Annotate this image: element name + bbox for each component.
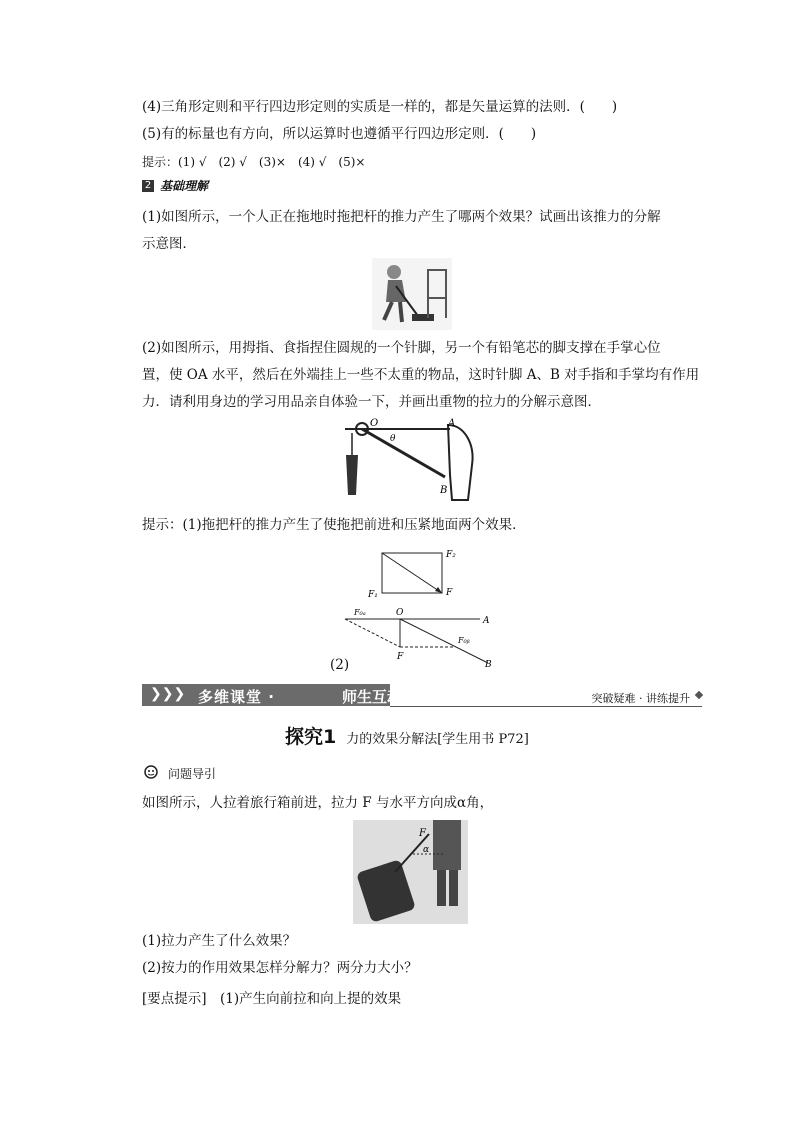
suitcase-photo <box>353 820 468 924</box>
sun-icon <box>142 763 160 781</box>
key-hint: [要点提示] (1)产生向前拉和向上提的效果 <box>142 991 402 1007</box>
compass-label-o: O <box>370 418 379 429</box>
label-fob: F₀ᵦ <box>458 636 470 645</box>
diamond-icon <box>695 691 703 699</box>
compass-label-b: B <box>440 485 448 496</box>
guide-question-1: (1)拉力产生了什么效果？ <box>142 933 297 949</box>
question-1-line-2: 示意图． <box>142 236 196 252</box>
statement-5: (5)有的标量也有方向，所以运算时也遵循平行四边形定则．( ) <box>142 126 537 142</box>
label-b: B <box>485 660 492 670</box>
explore-heading <box>285 722 529 749</box>
explore-title: 力的效果分解法[学生用书 P72] <box>346 732 529 747</box>
label-o: O <box>396 608 404 618</box>
question-2-line-2: 置，使 OA 水平，然后在外端挂上一些不太重的物品，这时针脚 A、B 对手指和手掌均有作用 <box>142 367 700 383</box>
compass-label-theta: θ <box>390 434 396 444</box>
label-a: A <box>483 616 490 626</box>
explore-number: 探究1 <box>285 726 337 748</box>
chevron-icon: ❯❯❯ <box>150 686 186 702</box>
hint-2: 提示：(1)拖把杆的推力产生了使拖把前进和压紧地面两个效果． <box>142 517 526 533</box>
mop-person-figure <box>372 258 452 330</box>
statement-4: (4)三角形定则和平行四边形定则的实质是一样的，都是矢量运算的法则．( ) <box>142 99 618 115</box>
label-f2: F₂ <box>446 550 456 560</box>
guide-text: 如图所示，人拉着旅行箱前进，拉力 F 与水平方向成α角， <box>142 795 494 811</box>
compass-label-a: A <box>448 418 456 429</box>
force-diagram-2 <box>340 605 510 670</box>
question-2-line-3: 力．请利用身边的学习用品亲自体验一下，并画出重物的拉力的分解示意图． <box>142 394 601 410</box>
section-number-badge: 2 <box>142 180 154 192</box>
label-f: F <box>446 588 453 598</box>
question-2-line-1: (2)如图所示，用拇指、食指捏住圆规的一个针脚，另一个有铅笔芯的脚支撑在手掌心位 <box>142 340 661 356</box>
guide-question-2: (2)按力的作用效果怎样分解力？两分力大小？ <box>142 960 418 976</box>
banner-title: 多维课堂 · <box>198 688 275 706</box>
force-diagram-1 <box>360 545 460 605</box>
guide-title: 问题导引 <box>168 767 217 781</box>
figure-label-2: (2) <box>330 657 350 673</box>
case-label-f: F <box>419 828 426 839</box>
section-title: 基础理解 <box>160 179 209 193</box>
question-1-line-1: (1)如图所示，一个人正在拖地时拖把杆的推力产生了哪两个效果？试画出该推力的分解 <box>142 209 661 225</box>
label-foa: F₀ₐ <box>354 608 366 617</box>
hint-answers: 提示：(1) √ (2) √ (3)× (4) √ (5)× <box>142 155 366 169</box>
compass-figure <box>340 415 490 505</box>
section-banner <box>142 684 702 710</box>
banner-right-text: 突破疑难 · 讲练提升 <box>591 692 690 705</box>
banner-divider <box>390 706 702 707</box>
case-label-alpha: α <box>423 845 430 855</box>
banner-subtitle: 师生互动 <box>342 688 403 706</box>
label-f-bottom: F <box>397 652 404 662</box>
label-f1: F₁ <box>368 590 378 600</box>
